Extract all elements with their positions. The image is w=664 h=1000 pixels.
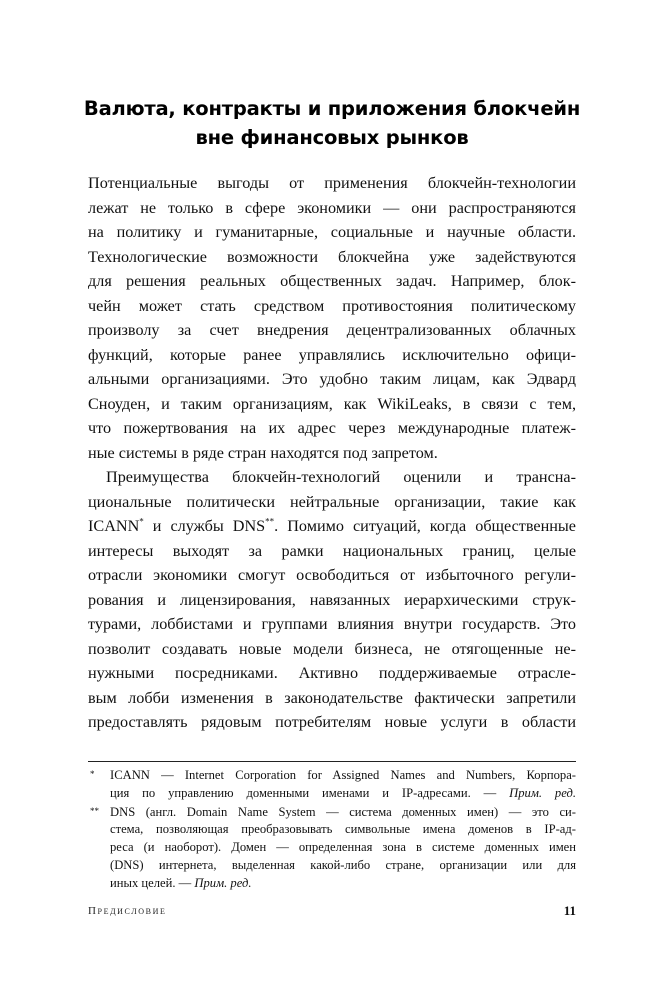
footnotes <box>88 767 576 894</box>
footnote-1 <box>88 767 576 803</box>
footnote-divider <box>88 761 576 762</box>
icann-term: ICANN <box>88 517 140 535</box>
text-line: альными организациями. Это удобно таким лицам, как Эдвард <box>88 370 576 388</box>
paragraph-2 <box>88 465 576 735</box>
text-line: функций, которые ранее управлялись исключительно офици- <box>88 345 576 364</box>
text-line: интересы выходят за рамки национальных границ, целые <box>88 541 576 560</box>
paragraph-1 <box>88 171 576 465</box>
footnote-mark: ** <box>90 805 99 816</box>
heading-line-2: вне финансовых рынков <box>195 126 469 149</box>
text-line: Потенциальные выгоды от применения блокчейн-технологии <box>88 174 576 192</box>
text-line: ные системы в ряде стран находятся под запретом. <box>88 443 438 462</box>
text-line: нужными посредниками. Активно поддерживаемые отрасле- <box>88 664 576 682</box>
text-line-with-footnote-refs <box>88 514 576 539</box>
text-line: Технологические возможности блокчейна уже задействуются <box>88 247 576 266</box>
page-number: 11 <box>563 903 576 918</box>
text-line: произволу за счет внедрения децентрализованных облачных <box>88 321 576 339</box>
text-line: чейн может стать средством противостояния политическому <box>88 296 576 315</box>
text-line: отрасли экономики смогут освободиться от избыточного регули- <box>88 566 576 584</box>
heading-line-1: Валюта, контракты и приложения блокчейн <box>83 97 581 120</box>
editor-note: Прим. ред. <box>194 875 252 890</box>
text-line: на политику и гуманитарные, социальные и научные области. <box>88 223 576 241</box>
footnote-ref-2[interactable]: ** <box>265 516 275 527</box>
footnote-line: DNS (англ. Domain Name System — система доменных имен) — это си- <box>110 804 576 819</box>
text-line: предоставлять рядовым потребителям новые услуги в области <box>88 713 576 731</box>
footnote-ref-1[interactable]: * <box>139 516 144 527</box>
text-line: Преимущества блокчейн-технологий оценили и трансна- <box>106 468 576 486</box>
footnote-text: ция по управлению доменными именами и IP-адресами. — <box>110 785 510 800</box>
text-line: лежат не только в сфере экономики — они распространяются <box>88 198 576 217</box>
text-line: вым лобби изменения в законодательстве фактически запретили <box>88 688 576 707</box>
footnote-line: стема, позволяющая преобразовывать символьные имена доменов в IP-ад- <box>110 822 576 837</box>
footnote-line <box>110 875 576 893</box>
body-text <box>88 171 576 735</box>
running-head: Предисловие <box>88 905 167 917</box>
footnote-line: (DNS) интернета, выделенная какой-либо стране, организации или для <box>110 857 576 872</box>
text-line: для решения реальных общественных задач. Например, блок- <box>88 272 576 290</box>
text-line: что пожертвования на их адрес через международные платеж- <box>88 419 576 437</box>
text-line: Сноуден, и таким организациям, как WikiLeaks, в связи с тем, <box>88 394 576 413</box>
text-line: турами, лоббистами и группами влияния внутри государств. Это <box>88 615 576 633</box>
footnote-line: ICANN — Internet Corporation for Assigned Names and Numbers, Корпора- <box>110 768 576 782</box>
section-heading <box>0 94 664 152</box>
footnote-mark: * <box>90 769 95 779</box>
footnote-2 <box>88 804 576 893</box>
text-fragment: и службы DNS <box>143 517 266 535</box>
text-line: рования и лицензирования, навязанных иерархическими струк- <box>88 590 576 609</box>
editor-note: Прим. ред. <box>509 785 576 800</box>
text-line: позволит создавать новые модели бизнеса, не отягощенные не- <box>88 639 576 658</box>
footnote-text: иных целей. — <box>110 875 195 890</box>
footnote-line <box>110 785 576 803</box>
text-line: циональные политически нейтральные организации, такие как <box>88 492 576 511</box>
footnote-line: реса (и наоборот). Домен — определенная зона в системе доменных имен <box>110 840 576 855</box>
text-fragment: . Помимо ситуаций, когда общественные <box>274 517 576 535</box>
